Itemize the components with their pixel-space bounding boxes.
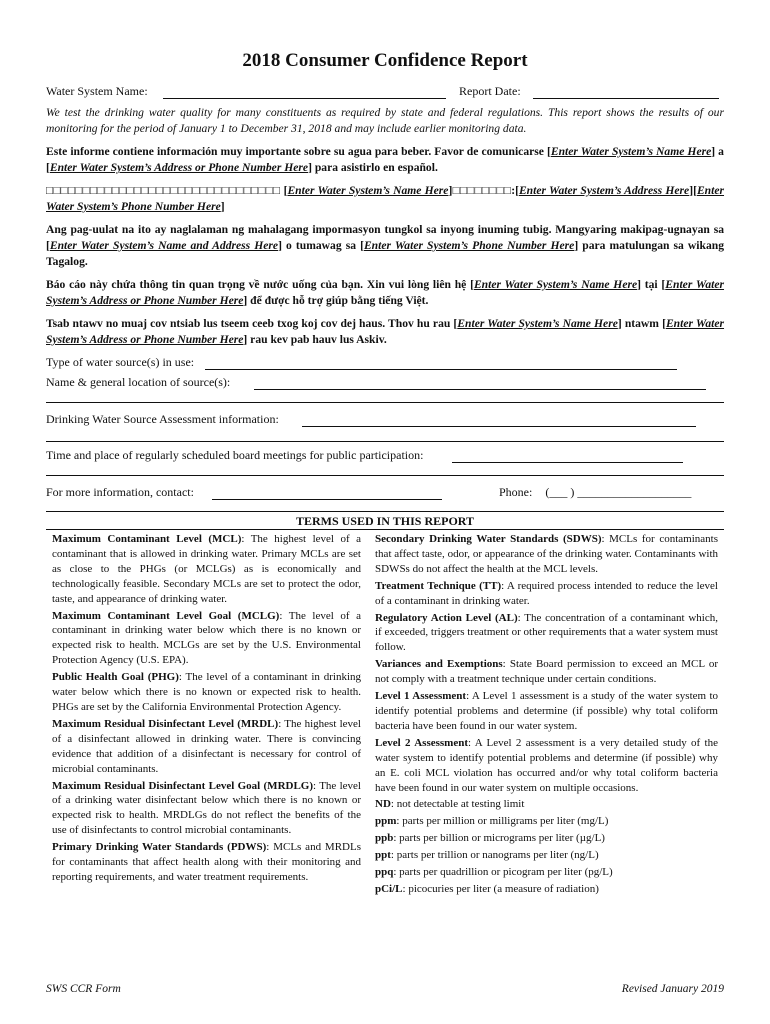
term-text: : picocuries per liter (a measure of radiation) [402, 882, 599, 895]
chinese-placeholder-name[interactable]: Enter Water System’s Name Here [287, 184, 449, 197]
assessment-field-continued[interactable] [46, 441, 724, 442]
source-location-label: Name & general location of source(s): [46, 375, 231, 389]
term-text: : The highest level of a disinfectant allowed in drinking water. There is convincing evidence that addition of a disinfectant is necessary for control of microbial contaminants. [52, 717, 361, 775]
term-text: : A Level 1 assessment is a study of the water system to identify potential problems and determine (if possible) why total coliform bacteria have been found in our water system. [375, 690, 719, 732]
term-definition [52, 532, 361, 607]
intro-hmong [46, 316, 724, 348]
hmong-text-1: Tsab ntawv no muaj cov ntsiab lus tseem ceeb txog koj cov dej haus. Thov hu rau [ [46, 317, 458, 330]
assessment-field[interactable] [302, 413, 696, 427]
term-definition [375, 865, 718, 880]
term-definition [52, 779, 361, 839]
source-location-row [46, 375, 706, 390]
term-name: Maximum Contaminant Level (MCL) [52, 533, 242, 545]
term-name: Public Health Goal (PHG) [52, 671, 179, 684]
term-name: Regulatory Action Level (AL) [375, 611, 518, 624]
source-type-field[interactable] [205, 356, 677, 370]
report-date-field[interactable] [533, 85, 719, 99]
contact-field[interactable] [212, 486, 442, 500]
spanish-text-1: Este informe contiene información muy importante sobre su agua para beber. Favor de comunicarse [ [46, 145, 551, 158]
hmong-placeholder-contact[interactable]: Enter Water System’s Address or Phone Number Here [46, 317, 725, 346]
vietnamese-placeholder-name[interactable]: Enter Water System’s Name Here [473, 278, 638, 291]
term-definition [52, 717, 361, 777]
phone-row [499, 485, 691, 500]
vietnamese-text-2: ] tại [ [637, 278, 666, 291]
chinese-text-1: □□□□□□□□□□□□□□□□□□□□□□□□□□□□□□□□ [ [46, 184, 288, 197]
term-text: : A Level 2 assessment is a very detailed study of the water system to identify potential problems and determine (if possible) why an E. coli MCL violation has occurred and/or why total coliform bacteria have been found in our water system on multiple occasions. [375, 736, 718, 794]
term-name: ppq [375, 866, 394, 879]
tagalog-placeholder-phone[interactable]: Enter Water System’s Phone Number Here [363, 239, 575, 252]
term-definition [375, 797, 718, 812]
meetings-field-continued[interactable] [46, 475, 724, 476]
term-definition [375, 657, 718, 687]
term-definition [375, 831, 718, 846]
term-text: : parts per quadrillion or picogram per liter (pg/L) [393, 866, 613, 879]
term-definition [375, 848, 718, 863]
hmong-text-2: ] ntawm [ [617, 317, 666, 330]
term-definition [375, 882, 718, 897]
term-name: Variances and Exemptions [375, 658, 503, 671]
term-definition [375, 689, 718, 734]
term-definition [375, 579, 718, 609]
term-definition [375, 736, 718, 796]
term-text: : The concentration of a contaminant which, if exceeded, triggers treatment or other requirements that a water system must follow. [375, 611, 718, 654]
phone-field[interactable]: (___ ) ___________________ [545, 485, 692, 499]
term-name: Maximum Contaminant Level Goal (MCLG) [52, 609, 280, 622]
term-name: pCi/L [375, 882, 403, 895]
term-text: : The level of a contaminant in drinking water below which there is no known or expected risk to health. PHGs are set by the California Environmental Protection Agency. [52, 671, 361, 713]
term-definition [375, 814, 718, 829]
report-date-label: Report Date: [459, 84, 521, 98]
terms-heading: TERMS USED IN THIS REPORT [46, 511, 724, 530]
chinese-placeholder-address[interactable]: Enter Water System’s Address Here [518, 184, 690, 197]
meetings-label: Time and place of regularly scheduled board meetings for public participation: [46, 448, 424, 462]
meetings-field[interactable] [452, 449, 683, 463]
water-system-field[interactable] [163, 85, 446, 99]
spanish-text-3: ] para asistirlo en español. [308, 161, 438, 174]
chinese-placeholder-phone[interactable]: Enter Water System’s Phone Number Here [46, 184, 725, 213]
term-definition [52, 670, 361, 715]
hmong-text-3: ] rau kev pab hauv lus Askiv. [243, 333, 387, 346]
chinese-text-4: ] [220, 200, 225, 213]
footer-form-name: SWS CCR Form [46, 983, 121, 995]
term-text: : The level of a contaminant in drinking water below which there is no known or expected risk to health. MCLGs are set by the U.S. Environmental Protection Agency (U.S. EPA). [52, 609, 361, 667]
term-name: Level 1 Assessment [375, 690, 467, 703]
term-text: : parts per million or milligrams per liter (mg/L) [396, 815, 609, 828]
spanish-placeholder-contact[interactable]: Enter Water System’s Address or Phone Number Here [49, 161, 309, 174]
term-name: Maximum Residual Disinfectant Level Goal (MRDLG) [52, 779, 314, 792]
chinese-text-2: ]□□□□□□□□:[ [448, 184, 519, 197]
intro-vietnamese [46, 277, 724, 309]
vietnamese-text-1: Báo cáo này chứa thông tin quan trọng về nước uống của bạn. Xin vui lòng liên hệ [ [46, 278, 474, 291]
term-text: : MCLs for contaminants that affect taste, odor, or appearance of the drinking water. Contaminants with SDWSs do not affect the health at the MCL levels. [375, 533, 718, 575]
term-name: Level 2 Assessment [375, 736, 469, 749]
term-name: ppb [375, 832, 394, 845]
term-name: ND [375, 798, 391, 811]
chinese-text-3: ][ [689, 184, 697, 197]
terms-left-column [52, 532, 361, 887]
page-title: 2018 Consumer Confidence Report [242, 50, 528, 71]
spanish-text-2: ] a [ [46, 145, 724, 174]
tagalog-text-1: Ang pag-uulat na ito ay naglalaman ng mahalagang impormasyon tungkol sa inyong inuming tubig. Mangyaring makipag-ugnayan sa [ [46, 223, 724, 252]
assessment-label: Drinking Water Source Assessment information: [46, 412, 279, 426]
term-text: : The level of a drinking water disinfectant below which there is no known or expected risk to health. MRDLGs do not reflect the benefits of the use of disinfectants to control microbial contaminants. [52, 779, 361, 837]
term-text: : The highest level of a contaminant that is allowed in drinking water. Primary MCLs are set as close to the PHGs (or MCLGs) as is economically and technologically feasible. Secondary MCLs are set to protect the odor, taste, and appearance of drinking water. [52, 533, 361, 605]
spanish-placeholder-name[interactable]: Enter Water System’s Name Here [550, 145, 712, 158]
term-text: : parts per billion or micrograms per liter (µg/L) [393, 832, 605, 845]
intro-spanish [46, 144, 724, 176]
intro-english: We test the drinking water quality for many constituents as required by state and federal regulations. This report shows the results of our monitoring for the period of January 1 to December 31, 2018 and may include earlier monitoring data. [46, 106, 724, 135]
tagalog-text-3: ] para matulungan sa wikang Tagalog. [46, 239, 724, 268]
term-name: ppt [375, 849, 391, 862]
assessment-row [46, 412, 696, 427]
source-type-row [46, 355, 677, 370]
term-name: Secondary Drinking Water Standards (SDWS) [375, 533, 602, 545]
term-text: : MCLs and MRDLs for contaminants that affect health along with their monitoring and reporting requirements, and water treatment requirements. [52, 841, 361, 883]
contact-label: For more information, contact: [46, 485, 194, 499]
tagalog-placeholder-name-address[interactable]: Enter Water System’s Name and Address Here [49, 239, 279, 252]
meetings-row [46, 448, 683, 463]
term-text: : not detectable at testing limit [390, 798, 525, 811]
hmong-placeholder-name[interactable]: Enter Water System’s Name Here [457, 317, 618, 330]
terms-right-column [375, 532, 718, 899]
vietnamese-placeholder-contact[interactable]: Enter Water System’s Address or Phone Number Here [46, 278, 725, 307]
term-definition [52, 609, 361, 669]
term-definition [375, 532, 718, 577]
term-definition [375, 611, 718, 656]
source-location-field[interactable] [254, 376, 706, 390]
term-name: Treatment Technique (TT) [375, 579, 502, 592]
term-text: : A required process intended to reduce the level of a contaminant in drinking water. [375, 579, 718, 607]
term-text: : parts per trillion or nanograms per liter (ng/L) [390, 849, 599, 862]
water-system-label: Water System Name: [46, 84, 148, 98]
tagalog-text-2: ] o tumawag sa [ [278, 239, 364, 252]
source-location-field-continued[interactable] [46, 402, 724, 403]
term-text: : State Board permission to exceed an MCL or not comply with a treatment technique under certain conditions. [375, 658, 718, 686]
intro-chinese [46, 183, 724, 215]
report-date-row [459, 84, 719, 99]
source-type-label: Type of water source(s) in use: [46, 355, 195, 369]
term-name: ppm [375, 815, 397, 828]
water-system-row [46, 84, 446, 99]
term-definition [52, 840, 361, 885]
phone-label: Phone: [499, 485, 533, 499]
footer-revision: Revised January 2019 [621, 983, 724, 995]
contact-row [46, 485, 442, 500]
term-name: Maximum Residual Disinfectant Level (MRDL) [52, 717, 279, 730]
vietnamese-text-3: ] để được hỗ trợ giúp bằng tiếng Việt. [243, 294, 429, 307]
intro-tagalog [46, 222, 724, 270]
term-name: Primary Drinking Water Standards (PDWS) [52, 841, 267, 854]
